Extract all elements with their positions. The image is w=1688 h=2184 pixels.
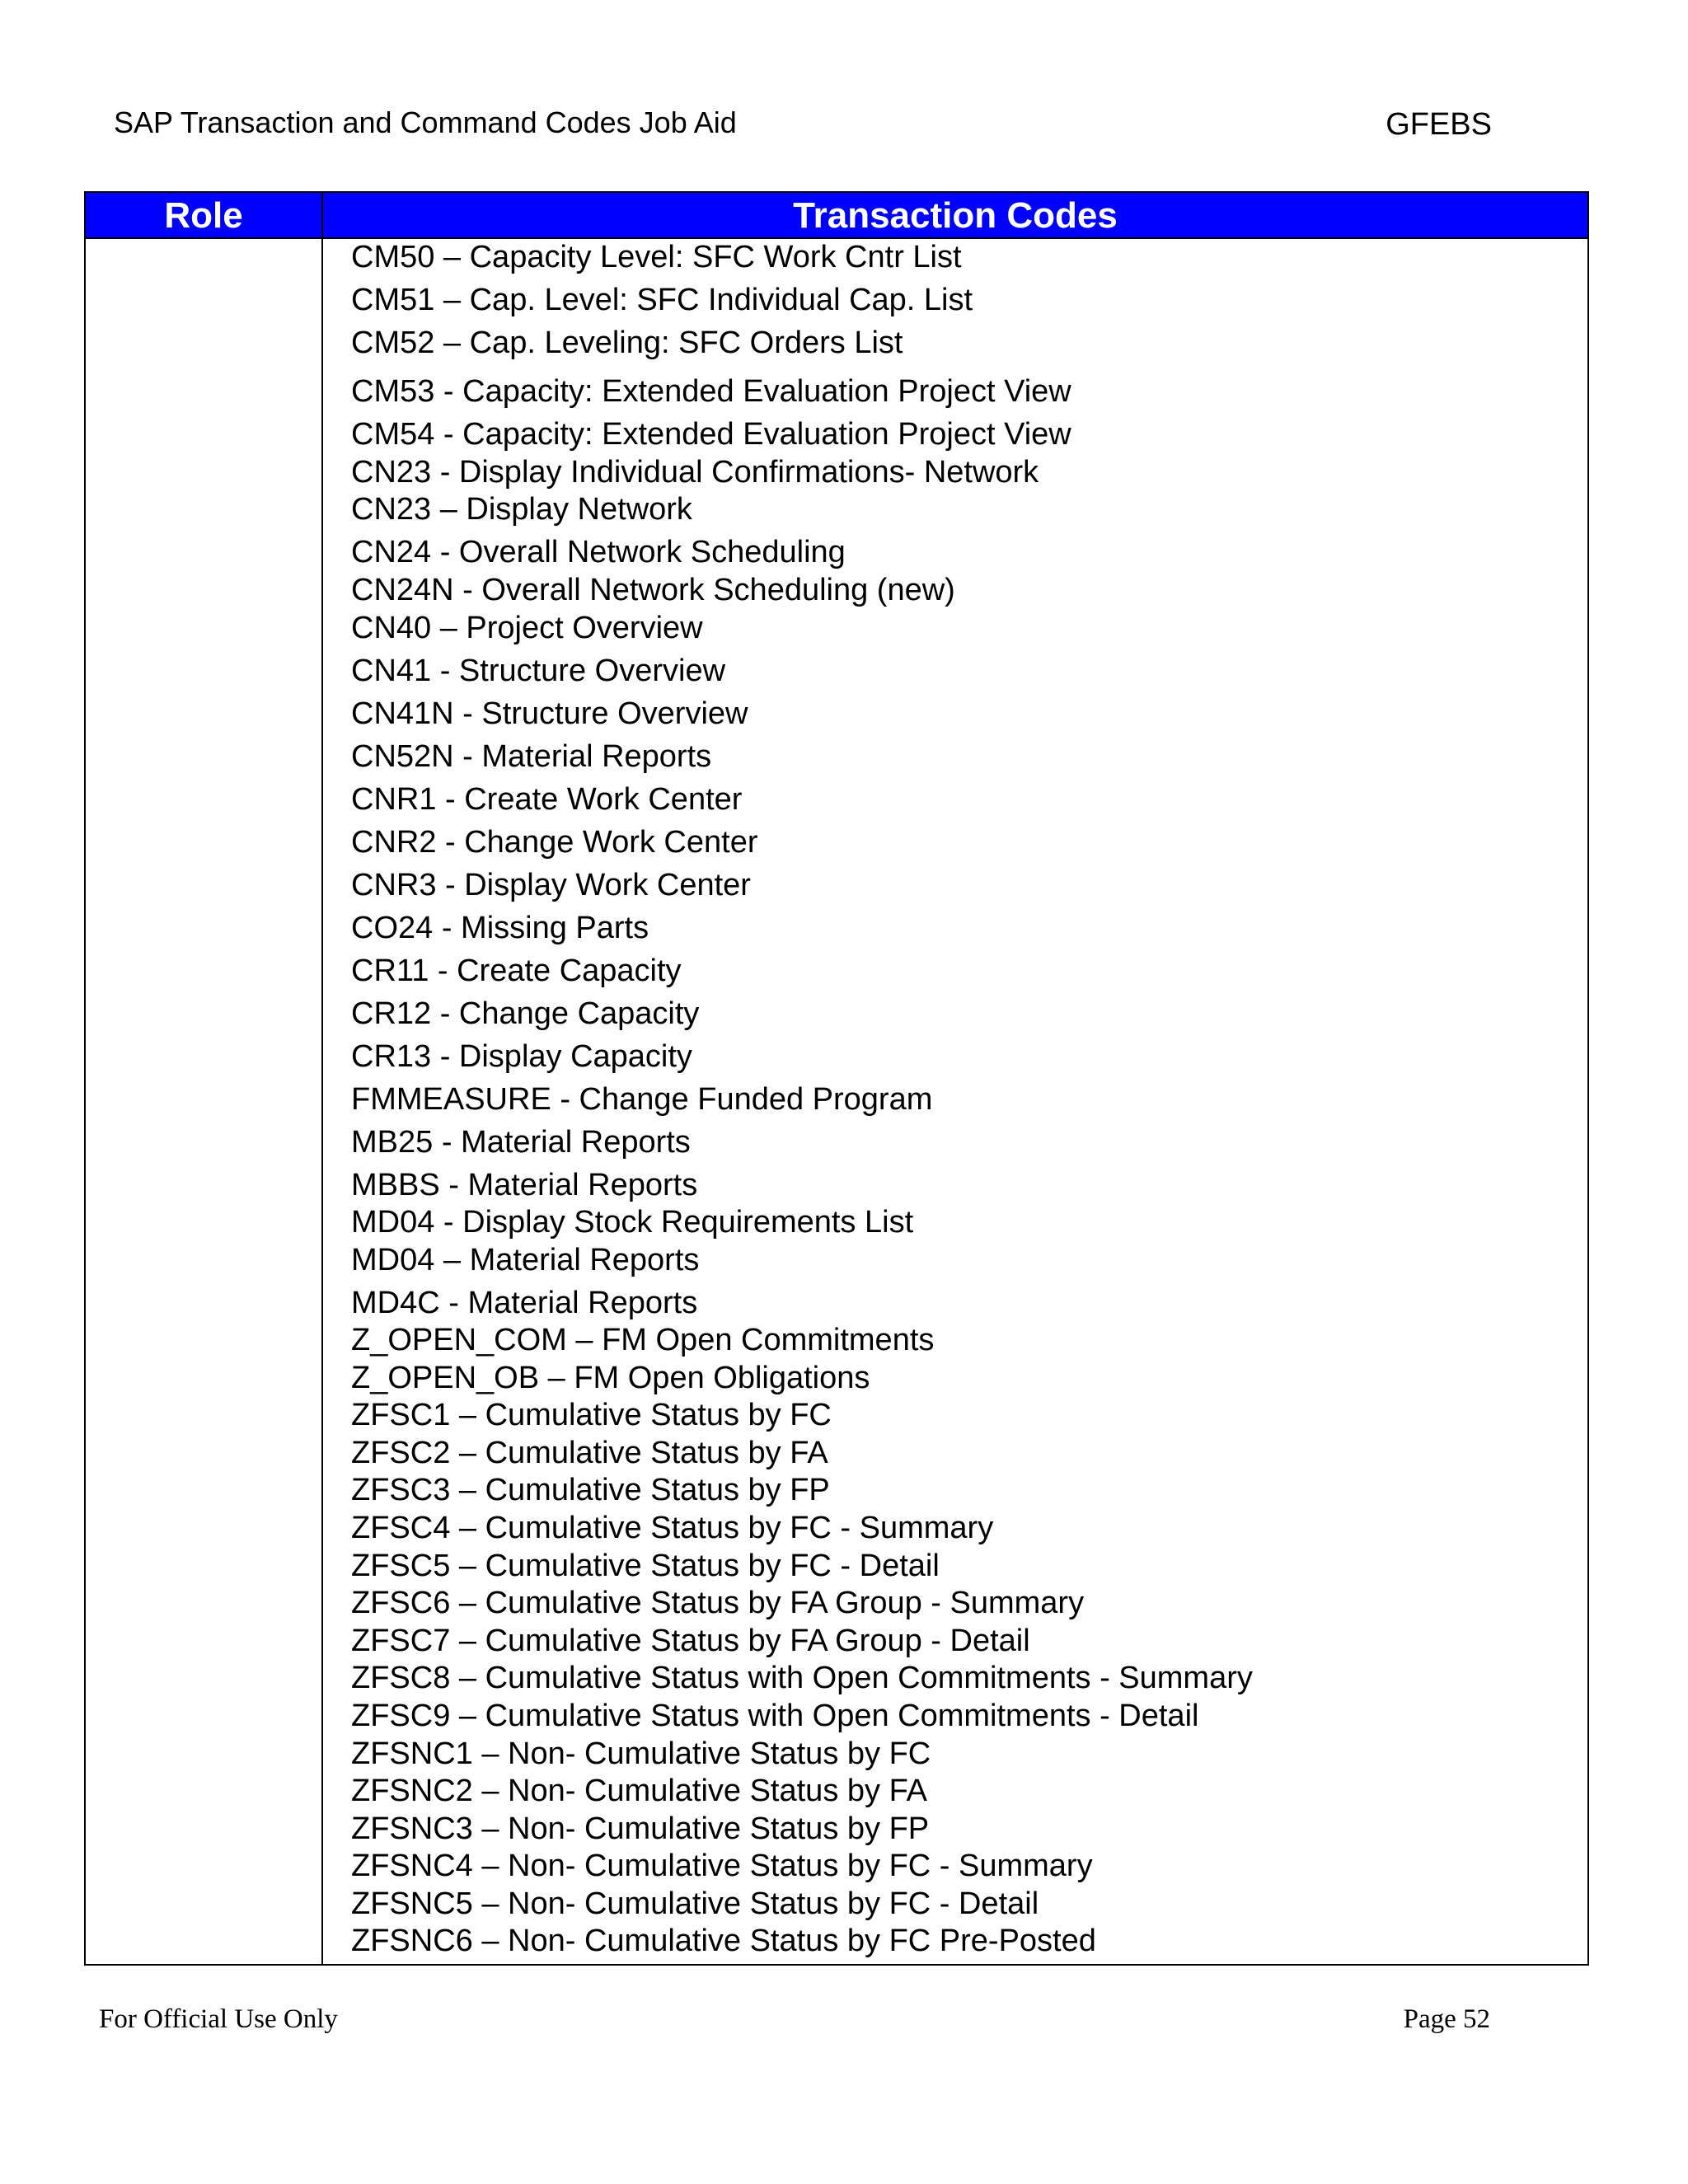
- transaction-code-item: ZFSNC3 – Non- Cumulative Status by FP: [351, 1811, 930, 1846]
- table-header-row: [86, 193, 1587, 239]
- transaction-code-item: ZFSNC6 – Non- Cumulative Status by FC Pre-Posted: [351, 1924, 1096, 1958]
- transaction-code-item: CN41N - Structure Overview: [351, 696, 748, 731]
- transaction-code-item: CN52N - Material Reports: [351, 739, 712, 774]
- transaction-code-item: MD04 – Material Reports: [351, 1243, 700, 1277]
- transaction-code-item: ZFSC8 – Cumulative Status with Open Commitments - Summary: [351, 1661, 1253, 1695]
- transaction-code-item: CNR3 - Display Work Center: [351, 868, 751, 902]
- transaction-code-item: ZFSC6 – Cumulative Status by FA Group - Summary: [351, 1586, 1085, 1620]
- transaction-code-item: FMMEASURE - Change Funded Program: [351, 1082, 933, 1117]
- transaction-code-item: CM50 – Capacity Level: SFC Work Cntr List: [351, 240, 962, 274]
- transaction-code-item: CN23 - Display Individual Confirmations- Network: [351, 455, 1039, 490]
- transaction-code-item: ZFSC1 – Cumulative Status by FC: [351, 1398, 832, 1432]
- transaction-code-item: ZFSC5 – Cumulative Status by FC - Detail: [351, 1549, 940, 1583]
- transaction-code-item: ZFSC9 – Cumulative Status with Open Commitments - Detail: [351, 1699, 1199, 1733]
- transaction-code-item: ZFSNC4 – Non- Cumulative Status by FC - Summary: [351, 1849, 1093, 1883]
- transaction-code-item: CN24 - Overall Network Scheduling: [351, 535, 846, 569]
- document-title: SAP Transaction and Command Codes Job Aid: [114, 105, 737, 139]
- transaction-code-item: ZFSNC5 – Non- Cumulative Status by FC - Detail: [351, 1886, 1039, 1921]
- transaction-code-item: ZFSNC2 – Non- Cumulative Status by FA: [351, 1774, 928, 1808]
- transaction-code-item: ZFSC3 – Cumulative Status by FP: [351, 1473, 830, 1507]
- transaction-code-item: CR11 - Create Capacity: [351, 954, 682, 988]
- transaction-code-item: ZFSC4 – Cumulative Status by FC - Summary: [351, 1511, 994, 1545]
- transaction-code-item: CN24N - Overall Network Scheduling (new): [351, 573, 955, 607]
- transaction-code-item: MB25 - Material Reports: [351, 1125, 691, 1160]
- transaction-code-item: ZFSNC1 – Non- Cumulative Status by FC: [351, 1736, 931, 1771]
- transaction-code-item: Z_OPEN_OB – FM Open Obligations: [351, 1361, 870, 1395]
- transaction-code-item: MD04 - Display Stock Requirements List: [351, 1205, 914, 1240]
- transaction-code-item: ZFSC2 – Cumulative Status by FA: [351, 1436, 828, 1470]
- transaction-code-item: CN41 - Structure Overview: [351, 654, 726, 688]
- column-header-role: Role: [164, 195, 243, 236]
- transaction-code-item: CNR2 - Change Work Center: [351, 825, 758, 860]
- transaction-code-item: CNR1 - Create Work Center: [351, 782, 743, 817]
- transaction-code-item: CM53 - Capacity: Extended Evaluation Project View: [351, 374, 1071, 409]
- transaction-code-item: MD4C - Material Reports: [351, 1286, 698, 1320]
- transaction-code-item: CR13 - Display Capacity: [351, 1039, 692, 1074]
- transaction-code-item: CO24 - Missing Parts: [351, 911, 649, 945]
- column-divider: [321, 193, 323, 1964]
- transaction-code-item: CN40 – Project Overview: [351, 611, 703, 645]
- footer-classification: For Official Use Only: [99, 2004, 338, 2034]
- transaction-code-item: CN23 – Display Network: [351, 492, 692, 527]
- transaction-code-item: CR12 - Change Capacity: [351, 996, 700, 1031]
- transaction-code-item: CM51 – Cap. Level: SFC Individual Cap. List: [351, 283, 973, 317]
- transaction-code-item: CM52 – Cap. Leveling: SFC Orders List: [351, 326, 903, 360]
- footer-page-number: Page 52: [1403, 2004, 1490, 2034]
- transaction-code-item: ZFSC7 – Cumulative Status by FA Group - Detail: [351, 1624, 1030, 1658]
- organization-label: GFEBS: [1386, 107, 1492, 142]
- transaction-code-item: Z_OPEN_COM – FM Open Commitments: [351, 1323, 935, 1357]
- transaction-codes-table: [84, 191, 1589, 1966]
- column-header-transaction-codes: Transaction Codes: [793, 195, 1118, 236]
- transaction-code-item: MBBS - Material Reports: [351, 1168, 698, 1202]
- transaction-code-item: CM54 - Capacity: Extended Evaluation Project View: [351, 417, 1071, 452]
